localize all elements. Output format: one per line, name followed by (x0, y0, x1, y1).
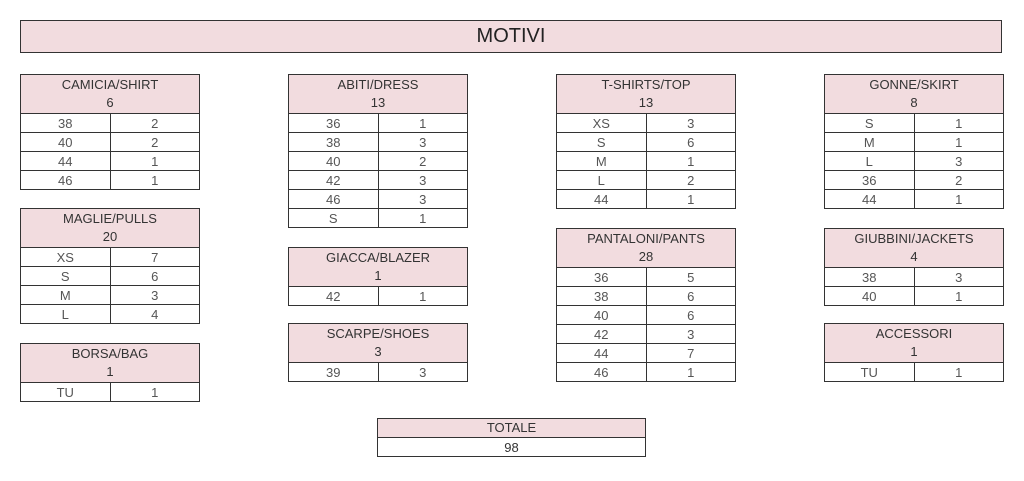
table-row (20, 152, 200, 171)
quantity-cell: 1 (955, 191, 963, 207)
quantity-cell: 4 (151, 306, 159, 322)
quantity-cell: 3 (419, 134, 427, 150)
table-row (824, 363, 1004, 382)
category-block-abiti-dress (288, 74, 468, 228)
size-cell: M (825, 133, 915, 151)
category-header (556, 74, 736, 114)
size-cell: XS (557, 114, 647, 132)
category-count: 28 (638, 249, 654, 264)
category-name: ABITI/DRESS (337, 77, 419, 92)
size-cell: 46 (21, 171, 111, 189)
table-row (20, 248, 200, 267)
table-row (288, 152, 468, 171)
category-name: BORSA/BAG (71, 346, 149, 361)
quantity-cell: 1 (151, 172, 159, 188)
category-count: 6 (106, 95, 114, 110)
quantity-cell: 3 (687, 115, 695, 131)
category-block-t-shirts-top (556, 74, 736, 209)
size-cell: 46 (289, 190, 379, 208)
table-row (556, 325, 736, 344)
category-block-maglie-pulls (20, 208, 200, 324)
table-row (556, 306, 736, 325)
category-header (288, 247, 468, 287)
table-row (288, 209, 468, 228)
table-row (556, 171, 736, 190)
quantity-cell: 1 (687, 191, 695, 207)
category-header (824, 74, 1004, 114)
table-row (288, 287, 468, 306)
size-cell: 40 (21, 133, 111, 151)
category-count: 8 (910, 95, 918, 110)
quantity-cell: 1 (687, 364, 695, 380)
size-cell: 38 (289, 133, 379, 151)
category-name: T-SHIRTS/TOP (601, 77, 691, 92)
quantity-cell: 1 (955, 288, 963, 304)
quantity-cell: 2 (687, 172, 695, 188)
quantity-cell: 6 (151, 268, 159, 284)
category-name: GIUBBINI/JACKETS (854, 231, 974, 246)
table-row (556, 114, 736, 133)
table-row (824, 133, 1004, 152)
quantity-cell: 1 (419, 115, 427, 131)
size-cell: S (289, 209, 379, 227)
size-cell: L (557, 171, 647, 189)
table-row (556, 344, 736, 363)
quantity-cell: 1 (955, 364, 963, 380)
category-count: 3 (374, 344, 382, 359)
size-cell: S (825, 114, 915, 132)
category-count: 1 (106, 364, 114, 379)
table-row (20, 286, 200, 305)
table-row (556, 287, 736, 306)
quantity-cell: 1 (687, 153, 695, 169)
category-block-accessori (824, 323, 1004, 382)
category-name: MAGLIE/PULLS (63, 211, 157, 226)
table-row (824, 171, 1004, 190)
table-row (20, 133, 200, 152)
table-row (20, 305, 200, 324)
size-cell: 42 (289, 171, 379, 189)
size-cell: 42 (289, 287, 379, 305)
size-cell: S (21, 267, 111, 285)
size-cell: 40 (557, 306, 647, 324)
quantity-cell: 3 (419, 191, 427, 207)
size-cell: 36 (289, 114, 379, 132)
table-row (556, 363, 736, 382)
table-row (20, 171, 200, 190)
category-block-scarpe-shoes (288, 323, 468, 382)
quantity-cell: 3 (151, 287, 159, 303)
table-row (824, 268, 1004, 287)
category-header (20, 343, 200, 383)
size-cell: 40 (289, 152, 379, 170)
category-block-giacca-blazer (288, 247, 468, 306)
size-cell: 36 (557, 268, 647, 286)
category-name: PANTALONI/PANTS (587, 231, 705, 246)
quantity-cell: 5 (687, 269, 695, 285)
quantity-cell: 1 (955, 115, 963, 131)
quantity-cell: 2 (151, 134, 159, 150)
category-count: 20 (102, 229, 118, 244)
size-cell: 46 (557, 363, 647, 381)
page-title: MOTIVI (20, 20, 1002, 53)
quantity-cell: 2 (955, 172, 963, 188)
quantity-cell: 7 (151, 249, 159, 265)
total-row (377, 438, 646, 457)
category-count: 13 (370, 95, 386, 110)
size-cell: 38 (21, 114, 111, 132)
quantity-cell: 1 (955, 134, 963, 150)
total-value: 98 (504, 439, 519, 455)
size-cell: 42 (557, 325, 647, 343)
category-name: CAMICIA/SHIRT (61, 77, 159, 92)
quantity-cell: 7 (687, 345, 695, 361)
table-row (288, 133, 468, 152)
size-cell: 44 (21, 152, 111, 170)
category-header (556, 228, 736, 268)
quantity-cell: 3 (955, 153, 963, 169)
category-name: GONNE/SKIRT (869, 77, 959, 92)
category-block-pantaloni-pants (556, 228, 736, 382)
size-cell: L (21, 305, 111, 323)
category-count: 1 (374, 268, 382, 283)
category-count: 4 (910, 249, 918, 264)
size-cell: TU (21, 383, 111, 401)
table-row (824, 152, 1004, 171)
table-row (288, 114, 468, 133)
size-cell: M (21, 286, 111, 304)
category-block-borsa-bag (20, 343, 200, 402)
category-name: SCARPE/SHOES (326, 326, 430, 341)
size-cell: 38 (557, 287, 647, 305)
quantity-cell: 3 (419, 172, 427, 188)
total-block (377, 418, 646, 457)
quantity-cell: 3 (419, 364, 427, 380)
quantity-cell: 6 (687, 307, 695, 323)
size-cell: 44 (557, 190, 647, 208)
table-row (556, 268, 736, 287)
size-cell: 39 (289, 363, 379, 381)
table-row (824, 287, 1004, 306)
category-header (20, 208, 200, 248)
table-row (288, 171, 468, 190)
size-cell: L (825, 152, 915, 170)
table-row (556, 133, 736, 152)
quantity-cell: 1 (151, 153, 159, 169)
quantity-cell: 6 (687, 134, 695, 150)
size-cell: 44 (557, 344, 647, 362)
size-cell: 36 (825, 171, 915, 189)
category-header (288, 323, 468, 363)
quantity-cell: 6 (687, 288, 695, 304)
category-header (20, 74, 200, 114)
quantity-cell: 3 (687, 326, 695, 342)
category-count: 13 (638, 95, 654, 110)
quantity-cell: 1 (151, 384, 159, 400)
category-name: ACCESSORI (875, 326, 953, 341)
category-block-giubbini-jackets (824, 228, 1004, 306)
size-cell: XS (21, 248, 111, 266)
size-cell: M (557, 152, 647, 170)
size-cell: 38 (825, 268, 915, 286)
category-header (824, 228, 1004, 268)
table-row (20, 267, 200, 286)
quantity-cell: 1 (419, 210, 427, 226)
table-row (288, 363, 468, 382)
category-header (288, 74, 468, 114)
category-name: GIACCA/BLAZER (325, 250, 431, 265)
table-row (824, 114, 1004, 133)
table-row (556, 152, 736, 171)
quantity-cell: 2 (419, 153, 427, 169)
size-cell: 40 (825, 287, 915, 305)
table-row (556, 190, 736, 209)
quantity-cell: 2 (151, 115, 159, 131)
quantity-cell: 1 (419, 288, 427, 304)
size-cell: S (557, 133, 647, 151)
category-count: 1 (910, 344, 918, 359)
table-row (824, 190, 1004, 209)
quantity-cell: 3 (955, 269, 963, 285)
table-row (20, 383, 200, 402)
category-block-camicia-shirt (20, 74, 200, 190)
category-header (824, 323, 1004, 363)
size-cell: TU (825, 363, 915, 381)
table-row (288, 190, 468, 209)
category-block-gonne-skirt (824, 74, 1004, 209)
total-label: TOTALE (377, 418, 646, 438)
size-cell: 44 (825, 190, 915, 208)
table-row (20, 114, 200, 133)
